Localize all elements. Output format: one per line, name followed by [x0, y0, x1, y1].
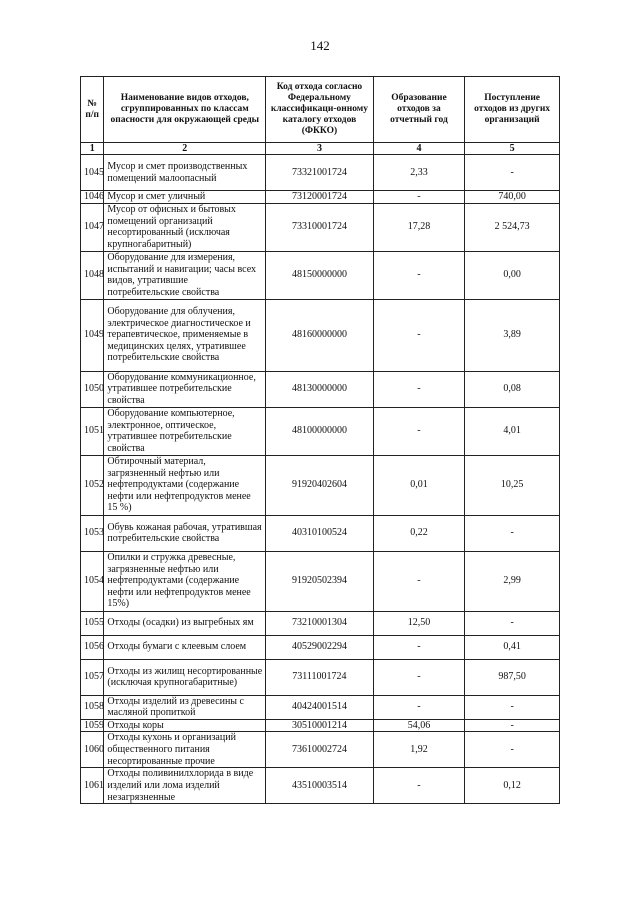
received-amount: - [465, 695, 560, 719]
formed-amount: 0,22 [373, 515, 465, 551]
table-body [81, 155, 560, 804]
row-number: 1046 [81, 191, 104, 204]
waste-name: Отходы кухонь и организаций общественного питания несортированные прочие [104, 732, 266, 768]
fkko-code: 48100000000 [266, 407, 374, 455]
fkko-code: 73610002724 [266, 732, 374, 768]
waste-name: Оборудование для измерения, испытаний и навигации; часы всех видов, утратившие потребительские свойства [104, 251, 266, 299]
fkko-code: 40310100524 [266, 515, 374, 551]
waste-name: Мусор и смет уличный [104, 191, 266, 204]
received-amount: 987,50 [465, 659, 560, 695]
received-amount: 0,00 [465, 251, 560, 299]
formed-amount: - [373, 659, 465, 695]
column-index-row [81, 143, 560, 155]
waste-name: Оборудование коммуникационное, утратившее потребительские свойства [104, 371, 266, 407]
received-amount: 3,89 [465, 299, 560, 371]
formed-amount: 2,33 [373, 155, 465, 191]
row-number: 1050 [81, 371, 104, 407]
received-amount: 0,41 [465, 635, 560, 659]
waste-name: Оборудование для облучения, электрическое диагностическое и терапевтическое, применяемые в медицинских целях, утратившее потребительские свойства [104, 299, 266, 371]
table-row [81, 732, 560, 768]
row-number: 1060 [81, 732, 104, 768]
waste-name: Отходы коры [104, 719, 266, 732]
table-row [81, 515, 560, 551]
row-number: 1059 [81, 719, 104, 732]
row-number: 1054 [81, 551, 104, 611]
header-num: № п/п [81, 77, 104, 143]
received-amount: - [465, 515, 560, 551]
waste-name: Обувь кожаная рабочая, утратившая потребительские свойства [104, 515, 266, 551]
formed-amount: - [373, 407, 465, 455]
fkko-code: 73310001724 [266, 203, 374, 251]
received-amount: 2 524,73 [465, 203, 560, 251]
header-received: Поступление отходов из других организаций [465, 77, 560, 143]
formed-amount: 54,06 [373, 719, 465, 732]
row-number: 1047 [81, 203, 104, 251]
waste-name: Отходы бумаги с клеевым слоем [104, 635, 266, 659]
table-row [81, 768, 560, 804]
table-row [81, 635, 560, 659]
received-amount: 4,01 [465, 407, 560, 455]
waste-name: Обтирочный материал, загрязненный нефтью или нефтепродуктами (содержание нефти или нефтепродуктов менее 15 %) [104, 455, 266, 515]
waste-name: Опилки и стружка древесные, загрязненные нефтью или нефтепродуктами (содержание нефти или нефтепродуктов менее 15%) [104, 551, 266, 611]
received-amount: - [465, 719, 560, 732]
row-number: 1061 [81, 768, 104, 804]
table-row [81, 299, 560, 371]
row-number: 1055 [81, 611, 104, 635]
formed-amount: - [373, 768, 465, 804]
table-row [81, 371, 560, 407]
row-number: 1048 [81, 251, 104, 299]
table-row [81, 191, 560, 204]
table-row [81, 155, 560, 191]
waste-name: Отходы (осадки) из выгребных ям [104, 611, 266, 635]
fkko-code: 30510001214 [266, 719, 374, 732]
column-index: 1 [81, 143, 104, 155]
column-index: 5 [465, 143, 560, 155]
table-row [81, 455, 560, 515]
formed-amount: - [373, 299, 465, 371]
received-amount: 10,25 [465, 455, 560, 515]
formed-amount: - [373, 371, 465, 407]
table-row [81, 695, 560, 719]
header-name: Наименование видов отходов, сгруппированных по классам опасности для окружающей среды [104, 77, 266, 143]
row-number: 1052 [81, 455, 104, 515]
table-row [81, 551, 560, 611]
table-row [81, 659, 560, 695]
header-formed: Образование отходов за отчетный год [373, 77, 465, 143]
table-row [81, 719, 560, 732]
waste-name: Оборудование компьютерное, электронное, оптическое, утратившее потребительские свойства [104, 407, 266, 455]
column-index: 2 [104, 143, 266, 155]
fkko-code: 43510003514 [266, 768, 374, 804]
received-amount: 2,99 [465, 551, 560, 611]
formed-amount: 0,01 [373, 455, 465, 515]
received-amount: - [465, 611, 560, 635]
fkko-code: 73111001724 [266, 659, 374, 695]
fkko-code: 73120001724 [266, 191, 374, 204]
table-row [81, 203, 560, 251]
formed-amount: - [373, 551, 465, 611]
fkko-code: 73210001304 [266, 611, 374, 635]
row-number: 1056 [81, 635, 104, 659]
received-amount: 0,12 [465, 768, 560, 804]
received-amount: - [465, 732, 560, 768]
waste-table [80, 76, 560, 804]
formed-amount: - [373, 191, 465, 204]
page-number: 142 [310, 38, 330, 53]
formed-amount: 17,28 [373, 203, 465, 251]
fkko-code: 48130000000 [266, 371, 374, 407]
row-number: 1057 [81, 659, 104, 695]
formed-amount: 12,50 [373, 611, 465, 635]
fkko-code: 73321001724 [266, 155, 374, 191]
fkko-code: 48150000000 [266, 251, 374, 299]
row-number: 1045 [81, 155, 104, 191]
row-number: 1053 [81, 515, 104, 551]
table-row [81, 611, 560, 635]
received-amount: 0,08 [465, 371, 560, 407]
fkko-code: 40424001514 [266, 695, 374, 719]
fkko-code: 40529002294 [266, 635, 374, 659]
row-number: 1049 [81, 299, 104, 371]
fkko-code: 91920502394 [266, 551, 374, 611]
formed-amount: 1,92 [373, 732, 465, 768]
received-amount: - [465, 155, 560, 191]
waste-name: Отходы из жилищ несортированные (исключая крупногабаритные) [104, 659, 266, 695]
column-index: 4 [373, 143, 465, 155]
fkko-code: 48160000000 [266, 299, 374, 371]
header-code: Код отхода согласно Федеральному классификаци-онному каталогу отходов (ФККО) [266, 77, 374, 143]
column-index: 3 [266, 143, 374, 155]
formed-amount: - [373, 251, 465, 299]
waste-name: Отходы поливинилхлорида в виде изделий или лома изделий незагрязненные [104, 768, 266, 804]
table-row [81, 407, 560, 455]
waste-name: Мусор и смет производственных помещений малоопасный [104, 155, 266, 191]
waste-name: Отходы изделий из древесины с масляной пропиткой [104, 695, 266, 719]
table-row [81, 251, 560, 299]
received-amount: 740,00 [465, 191, 560, 204]
formed-amount: - [373, 695, 465, 719]
fkko-code: 91920402604 [266, 455, 374, 515]
waste-name: Мусор от офисных и бытовых помещений организаций несортированный (исключая крупногабаритный) [104, 203, 266, 251]
row-number: 1058 [81, 695, 104, 719]
row-number: 1051 [81, 407, 104, 455]
header-row [81, 77, 560, 143]
formed-amount: - [373, 635, 465, 659]
